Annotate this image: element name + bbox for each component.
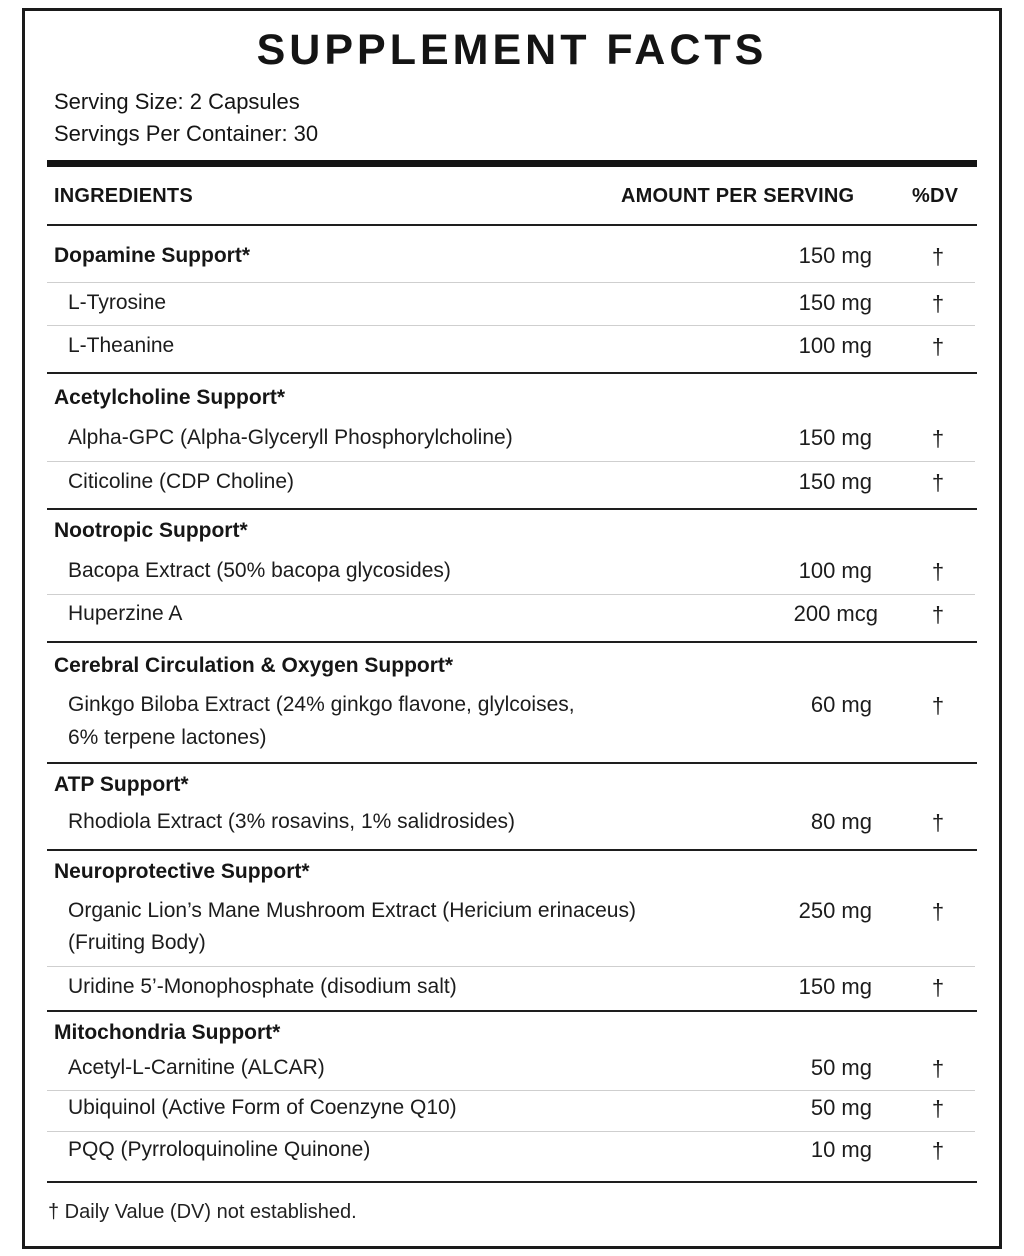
group-divider bbox=[47, 641, 977, 643]
group-divider bbox=[47, 762, 977, 764]
dagger-icon: † bbox=[931, 470, 945, 495]
dagger-icon: † bbox=[931, 602, 945, 627]
ingredient-name: Bacopa Extract (50% bacopa glycosides) bbox=[68, 559, 451, 582]
group-heading-dopamine: Dopamine Support* bbox=[54, 244, 251, 267]
ingredient-amount: 150 mg bbox=[798, 425, 872, 450]
ingredient-name: Alpha-GPC (Alpha-Glyceryll Phosphorylcholine) bbox=[68, 426, 513, 449]
ingredient-name: L-Tyrosine bbox=[68, 291, 167, 314]
ingredient-amount: 150 mg bbox=[798, 974, 872, 999]
row-separator bbox=[47, 1131, 975, 1132]
ingredient-name: Ubiquinol (Active Form of Coenzyne Q10) bbox=[68, 1096, 457, 1119]
ingredient-amount: 150 mg bbox=[798, 290, 872, 315]
ingredient-name: Uridine 5’-Monophosphate (disodium salt) bbox=[68, 975, 457, 998]
dagger-icon: † bbox=[931, 975, 945, 1000]
column-header-ingredients: INGREDIENTS bbox=[54, 185, 193, 207]
header-divider bbox=[47, 224, 977, 226]
ingredient-name: L-Theanine bbox=[68, 334, 175, 357]
group-heading-acetylcholine: Acetylcholine Support* bbox=[54, 386, 286, 409]
ingredient-amount: 50 mg bbox=[810, 1055, 872, 1080]
dagger-icon: † bbox=[931, 426, 945, 451]
row-separator bbox=[47, 461, 975, 462]
dagger-icon: † bbox=[931, 810, 945, 835]
ingredient-name: Huperzine A bbox=[68, 602, 183, 625]
ingredient-amount: 60 mg bbox=[810, 692, 872, 717]
ingredient-amount: 250 mg bbox=[798, 898, 872, 923]
row-separator bbox=[47, 325, 975, 326]
ingredient-amount: 100 mg bbox=[798, 333, 872, 358]
group-divider bbox=[47, 849, 977, 851]
ingredient-amount: 50 mg bbox=[810, 1095, 872, 1120]
row-separator bbox=[47, 1090, 975, 1091]
ingredient-name: Acetyl-L-Carnitine (ALCAR) bbox=[68, 1056, 325, 1079]
ingredient-name: Rhodiola Extract (3% rosavins, 1% salidrosides) bbox=[68, 810, 516, 833]
group-divider bbox=[47, 1010, 977, 1012]
dagger-icon: † bbox=[931, 899, 945, 924]
row-separator bbox=[47, 966, 975, 967]
ingredient-name-line2: (Fruiting Body) bbox=[68, 931, 206, 954]
group-heading-mitochondria: Mitochondria Support* bbox=[54, 1021, 281, 1044]
dagger-icon: † bbox=[931, 291, 945, 316]
dagger-icon: † bbox=[931, 693, 945, 718]
dagger-icon: † bbox=[931, 559, 945, 584]
bottom-divider bbox=[47, 1181, 977, 1183]
column-header-dv: %DV bbox=[912, 185, 959, 207]
dagger-icon: † bbox=[931, 1096, 945, 1121]
ingredient-amount: 100 mg bbox=[798, 558, 872, 583]
row-separator bbox=[47, 282, 975, 283]
ingredient-name: Citicoline (CDP Choline) bbox=[68, 470, 295, 493]
ingredient-name-line2: 6% terpene lactones) bbox=[68, 726, 267, 749]
footnote: † Daily Value (DV) not established. bbox=[48, 1201, 357, 1223]
ingredient-name: Ginkgo Biloba Extract (24% ginkgo flavone, glylcoises, bbox=[68, 693, 575, 716]
group-heading-nootropic: Nootropic Support* bbox=[54, 519, 248, 542]
ingredient-amount: 80 mg bbox=[810, 809, 872, 834]
dagger-icon: † bbox=[931, 244, 945, 269]
ingredient-amount: 200 mcg bbox=[793, 601, 878, 626]
ingredient-amount: 150 mg bbox=[798, 469, 872, 494]
ingredient-amount: 10 mg bbox=[810, 1137, 872, 1162]
dagger-icon: † bbox=[931, 334, 945, 359]
servings-per-container: Servings Per Container: 30 bbox=[54, 121, 319, 146]
dagger-icon: † bbox=[931, 1056, 945, 1081]
ingredient-name: Organic Lion’s Mane Mushroom Extract (Hericium erinaceus) bbox=[68, 899, 636, 922]
group-heading-neuroprotective: Neuroprotective Support* bbox=[54, 860, 310, 883]
serving-size: Serving Size: 2 Capsules bbox=[54, 89, 300, 114]
group-heading-atp: ATP Support* bbox=[54, 773, 189, 796]
group-amount-dopamine: 150 mg bbox=[798, 243, 872, 268]
thick-divider bbox=[47, 160, 977, 167]
group-heading-cerebral-circulation: Cerebral Circulation & Oxygen Support* bbox=[54, 654, 454, 677]
panel-title: SUPPLEMENT FACTS bbox=[256, 26, 768, 74]
row-separator bbox=[47, 594, 975, 595]
column-header-amount: AMOUNT PER SERVING bbox=[621, 185, 855, 207]
ingredient-name: PQQ (Pyrroloquinoline Quinone) bbox=[68, 1138, 371, 1161]
group-divider bbox=[47, 372, 977, 374]
dagger-icon: † bbox=[931, 1138, 945, 1163]
group-divider bbox=[47, 508, 977, 510]
